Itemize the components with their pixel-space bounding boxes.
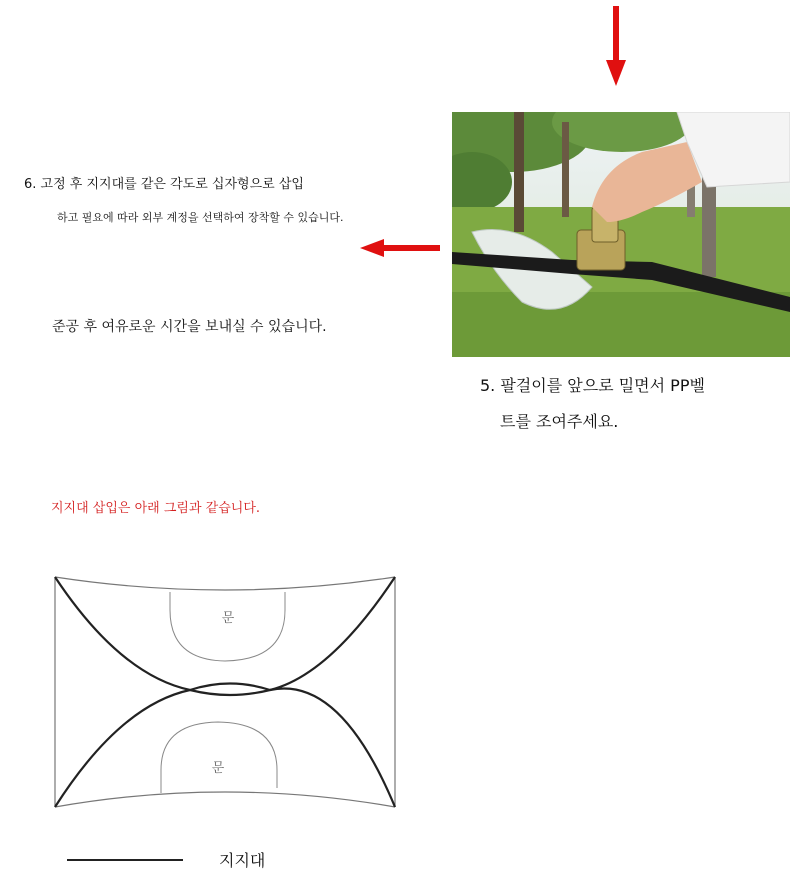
- step5-text-line1: 5. 팔걸이를 앞으로 밀면서 PP벨: [480, 376, 705, 395]
- legend-pole-label: 지지대: [219, 851, 266, 870]
- step6-text-line1: 6. 고정 후 지지대를 같은 각도로 십자형으로 삽입: [24, 177, 304, 192]
- step6-text-line3: 준공 후 여유로운 시간을 보내실 수 있습니다.: [52, 319, 327, 335]
- tent-pole-diagram: [40, 565, 420, 825]
- down-arrow-icon: [604, 6, 628, 86]
- left-arrow-icon: [360, 237, 440, 259]
- ratchet-photo: [452, 112, 790, 357]
- legend-pole-line: [67, 859, 183, 861]
- door-label-top: 문: [221, 611, 235, 626]
- step5-text-line2: 트를 조여주세요.: [500, 412, 619, 431]
- door-label-bottom: 문: [211, 761, 225, 776]
- step6-text-line2: 하고 필요에 따라 외부 계정을 선택하여 장착할 수 있습니다.: [57, 211, 344, 224]
- insertion-note: 지지대 삽입은 아래 그림과 같습니다.: [51, 501, 261, 516]
